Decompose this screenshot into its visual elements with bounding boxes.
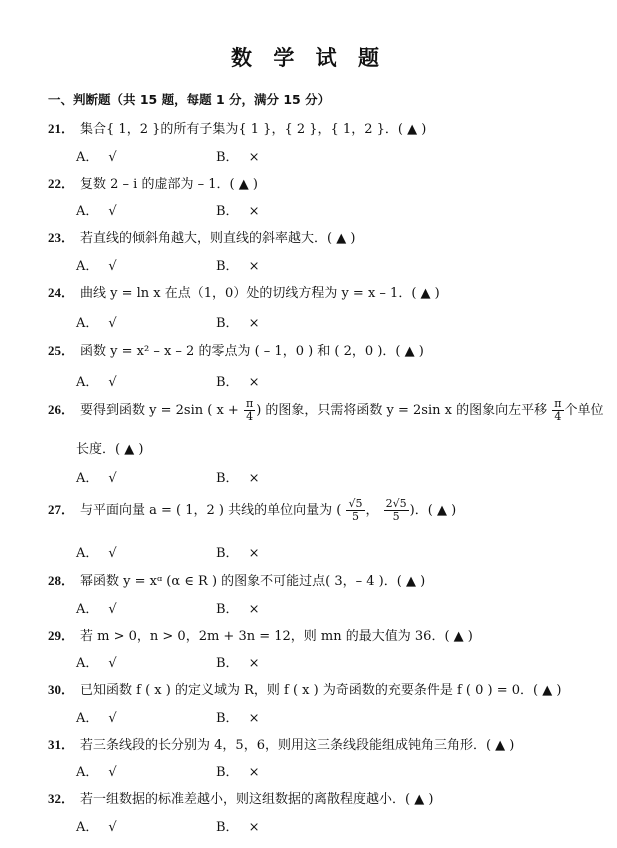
page-title: 数 学 试 题 <box>231 46 386 70</box>
question-text: 幂函数 y = xᵅ (α ∈ R ) 的图象不可能过点( 3，– 4 )．( ▲ ) <box>80 574 426 589</box>
question-text: 若直线的倾斜角越大，则直线的斜率越大．( ▲ ) <box>80 231 356 246</box>
question-number: 21． <box>48 121 75 136</box>
question-30: 30． 已知函数 f ( x ) 的定义域为 R，则 f ( x ) 为奇函数的充要条件是 f ( 0 ) = 0．( ▲ ) <box>48 682 562 698</box>
option-b: B． × <box>216 259 260 274</box>
option-b: B． × <box>216 375 260 390</box>
fraction: $\frac{2√5}{5}$ <box>385 497 407 524</box>
option-a: A． √ <box>76 765 117 780</box>
option-a: A． √ <box>76 602 117 617</box>
option-b: B． × <box>216 316 260 331</box>
question-text: 若一组数据的标准差越小，则这组数据的离散程度越小．( ▲ ) <box>80 792 434 807</box>
question-25: 25． 函数 y = x² – x – 2 的零点为 ( – 1，0 ) 和 ( 2，0 )．( ▲ ) <box>48 343 424 359</box>
option-a: A． √ <box>76 820 117 835</box>
option-b: B． × <box>216 602 260 617</box>
question-text: 复数 2 – i 的虚部为 – 1．( ▲ ) <box>80 177 258 192</box>
option-a: A． √ <box>76 471 117 486</box>
option-a: A． √ <box>76 150 117 165</box>
question-28: 28． 幂函数 y = xᵅ (α ∈ R ) 的图象不可能过点( 3，– 4 )．( ▲ ) <box>48 573 426 589</box>
option-b: B． × <box>216 204 260 219</box>
question-text: 曲线 y = ln x 在点（1，0）处的切线方程为 y = x – 1．( ▲ ) <box>80 286 440 301</box>
option-b: B． × <box>216 711 260 726</box>
option-a: A． √ <box>76 375 117 390</box>
question-text: 已知函数 f ( x ) 的定义域为 R，则 f ( x ) 为奇函数的充要条件是 f ( 0 ) = 0．( ▲ ) <box>80 683 562 698</box>
option-a: A． √ <box>76 656 117 671</box>
option-b: B． × <box>216 471 260 486</box>
question-32: 32． 若一组数据的标准差越小，则这组数据的离散程度越小．( ▲ ) <box>48 791 434 807</box>
option-a: A． √ <box>76 316 117 331</box>
question-29: 29． 若 m > 0，n > 0，2m + 3n = 12，则 mn 的最大值为 36．( ▲ ) <box>48 628 473 644</box>
question-24: 24． 曲线 y = ln x 在点（1，0）处的切线方程为 y = x – 1．( ▲ ) <box>48 285 440 301</box>
question-22: 22． 复数 2 – i 的虚部为 – 1．( ▲ ) <box>48 176 258 192</box>
option-b: B． × <box>216 820 260 835</box>
question-text: 若三条线段的长分别为 4，5，6，则用这三条线段能组成钝角三角形．( ▲ ) <box>80 738 515 753</box>
option-a: A． √ <box>76 204 117 219</box>
question-26: 26． 要得到函数 y = 2sin ( x + $\frac{\pi}{4}$ ) 的图象，只需将函数 y = 2sin x 的图象向左平移 $\frac{\pi}{4}$ 个单位 <box>48 397 604 424</box>
option-b: B． × <box>216 150 260 165</box>
question-27: 27． 与平面向量 a = ( 1，2 ) 共线的单位向量为 ( $\frac{√5}{5}$ ， $\frac{2√5}{5}$ )．( ▲ ) <box>48 497 457 524</box>
option-b: B． × <box>216 546 260 561</box>
question-26-line2: 长度．( ▲ ) <box>76 442 144 457</box>
fraction: $\frac{\pi}{4}$ <box>245 397 254 424</box>
question-text: 若 m > 0，n > 0，2m + 3n = 12，则 mn 的最大值为 36．( ▲ ) <box>80 629 473 644</box>
option-b: B． × <box>216 765 260 780</box>
fraction: $\frac{\pi}{4}$ <box>554 397 562 424</box>
question-23: 23． 若直线的倾斜角越大，则直线的斜率越大．( ▲ ) <box>48 230 356 246</box>
option-a: A． √ <box>76 546 117 561</box>
option-a: A． √ <box>76 711 117 726</box>
question-21 <box>48 118 426 137</box>
option-a: A． √ <box>76 259 117 274</box>
option-b: B． × <box>216 656 260 671</box>
question-text: 函数 y = x² – x – 2 的零点为 ( – 1，0 ) 和 ( 2，0 )．( ▲ ) <box>80 344 424 359</box>
section-heading: 一、判断题（共 15 题，每题 1 分，满分 15 分） <box>48 92 331 107</box>
question-text: 集合{ 1，2 }的所有子集为{ 1 }，{ 2 }，{ 1，2 }．( ▲ ) <box>80 122 427 137</box>
fraction: $\frac{√5}{5}$ <box>348 497 363 524</box>
question-31: 31． 若三条线段的长分别为 4，5，6，则用这三条线段能组成钝角三角形．( ▲ ) <box>48 737 515 753</box>
